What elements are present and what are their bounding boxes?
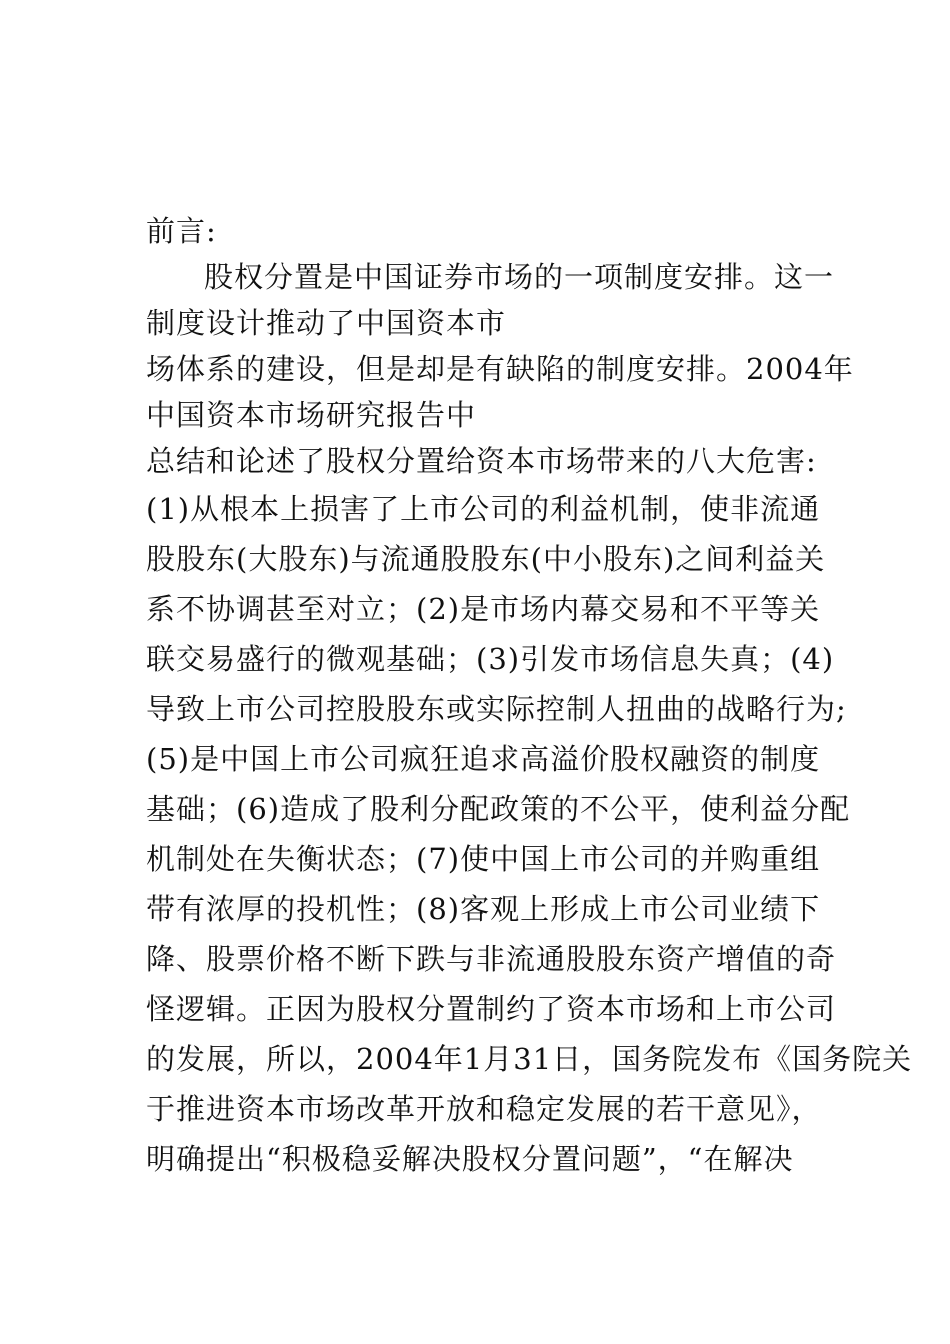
paragraph-line: 系不协调甚至对立；(2)是市场内幕交易和不平等关	[146, 592, 821, 626]
paragraph-line: 机制处在失衡状态；(7)使中国上市公司的并购重组	[146, 842, 821, 876]
paragraph-line: 降、股票价格不断下跌与非流通股股东资产增值的奇	[146, 942, 837, 976]
paragraph-line: 场体系的建设，但是却是有缺陷的制度安排。2004年	[146, 352, 854, 386]
paragraph-line: 明确提出“积极稳妥解决股权分置问题”，“在解决	[146, 1142, 794, 1176]
paragraph-line: 的发展，所以，2004年1月31日，国务院发布《国务院关	[146, 1042, 913, 1076]
paragraph-line: 于推进资本市场改革开放和稳定发展的若干意见》，	[146, 1092, 822, 1126]
paragraph-line: (5)是中国上市公司疯狂追求高溢价股权融资的制度	[146, 742, 821, 776]
body-text	[146, 208, 913, 1184]
paragraph-line: 怪逻辑。正因为股权分置制约了资本市场和上市公司	[146, 992, 837, 1026]
paragraph-line: 导致上市公司控股股东或实际控制人扭曲的战略行为;	[146, 692, 847, 726]
preface-heading: 前言:	[146, 214, 217, 248]
paragraph-line: (1)从根本上损害了上市公司的利益机制，使非流通	[146, 492, 821, 526]
paragraph-line: 股股东(大股东)与流通股股东(中小股东)之间利益关	[146, 542, 826, 576]
paragraph-line: 制度设计推动了中国资本市	[146, 306, 507, 340]
paragraph-line: 总结和论述了股权分置给资本市场带来的八大危害:	[146, 444, 817, 478]
paragraph-line: 带有浓厚的投机性；(8)客观上形成上市公司业绩下	[146, 892, 821, 926]
paragraph-line: 基础；(6)造成了股利分配政策的不公平，使利益分配	[146, 792, 851, 826]
paragraph-line: 中国资本市场研究报告中	[146, 398, 477, 432]
paragraph-line: 联交易盛行的微观基础；(3)引发市场信息失真；(4)	[146, 642, 835, 676]
paragraph-line: 股权分置是中国证券市场的一项制度安排。这一	[204, 260, 835, 294]
